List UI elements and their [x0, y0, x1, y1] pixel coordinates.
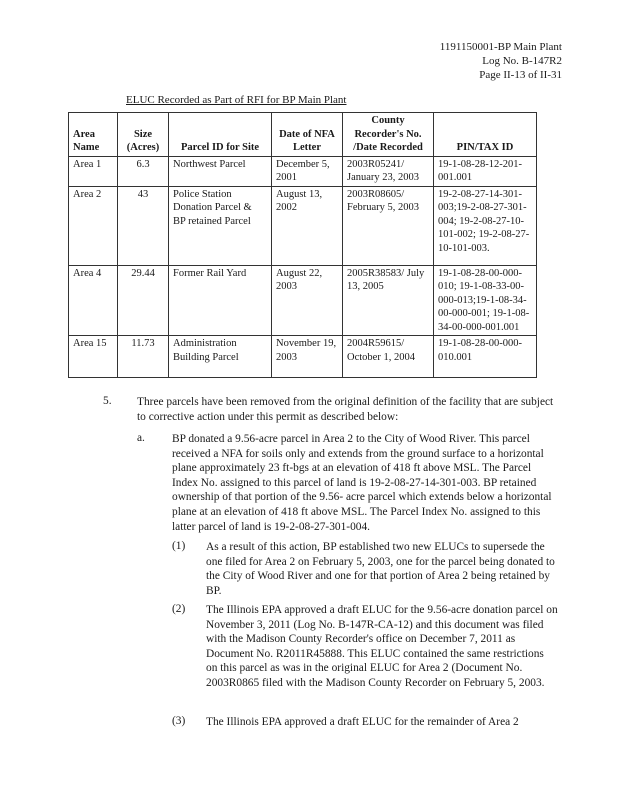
- header-log: Log No. B-147R2: [482, 55, 562, 67]
- cell-parcel: Former Rail Yard: [169, 265, 272, 336]
- item-2-number: (2): [172, 603, 186, 615]
- cell-area: Area 1: [69, 156, 118, 186]
- cell-size: 6.3: [118, 156, 169, 186]
- cell-size: 29.44: [118, 265, 169, 336]
- cell-date: December 5, 2001: [272, 156, 343, 186]
- cell-area: Area 15: [69, 336, 118, 378]
- table-row: [69, 186, 537, 265]
- cell-county: 2003R05241/ January 23, 2003: [343, 156, 434, 186]
- item-3-number: (3): [172, 715, 186, 727]
- cell-parcel: Northwest Parcel: [169, 156, 272, 186]
- table-row: [69, 156, 537, 186]
- item-2-text: The Illinois EPA approved a draft ELUC for the 9.56-acre donation parcel on November 3, 2011 (Log No. B-147R-CA-12) and this document was filed with the Madison County Recorder's office on December 7, 2011 as Document No. R2011R45888. This ELUC contained the same restrictions on this parcel as was in the original ELUC for Area 2 (Document No. 2003R0865 filed with the Madison County Recorder on February 5, 2003.: [206, 604, 558, 689]
- col-area: Area Name: [69, 113, 118, 157]
- col-size: Size (Acres): [118, 113, 169, 157]
- header-id: 1191150001-BP Main Plant: [439, 41, 562, 53]
- item-5-number: 5.: [103, 395, 112, 407]
- cell-county: 2003R08605/ February 5, 2003: [343, 186, 434, 265]
- cell-pin: 19-1-08-28-12-201-001.001: [434, 156, 537, 186]
- cell-date: August 13, 2002: [272, 186, 343, 265]
- cell-date: August 22, 2003: [272, 265, 343, 336]
- item-3-text: The Illinois EPA approved a draft ELUC for the remainder of Area 2: [206, 716, 519, 728]
- cell-parcel: Police Station Donation Parcel & BP retained Parcel: [169, 186, 272, 265]
- item-a-text: BP donated a 9.56-acre parcel in Area 2 to the City of Wood River. This parcel received a NFA for soils only and extends from the ground surface to a horizontal plane approximately 23 ft-bgs at an elevation of 418 ft above MSL. The Parcel Index No. assigned to this parcel of land is 19-2-08-27-14-301-003. BP retained ownership of that portion of the 9.56- acre parcel which extends below a horizontal plane at an elevation of 418 ft above MSL. The Parcel Index No. assigned to this latter parcel of land is 19-2-08-27-301-004.: [172, 433, 552, 533]
- item-1-number: (1): [172, 540, 186, 552]
- cell-parcel: Administration Building Parcel: [169, 336, 272, 378]
- table-row: [69, 265, 537, 336]
- item-5-text: Three parcels have been removed from the original definition of the facility that are subject to corrective action under this permit as described below:: [137, 396, 554, 423]
- header-page: Page II-13 of II-31: [479, 69, 562, 81]
- col-date: Date of NFA Letter: [272, 113, 343, 157]
- cell-county: 2005R38583/ July 13, 2005: [343, 265, 434, 336]
- cell-pin: 19-2-08-27-14-301-003;19-2-08-27-301-004; 19-2-08-27-10-101-002; 19-2-08-27-10-101-003.: [434, 186, 537, 265]
- page-header: [440, 40, 562, 82]
- cell-county: 2004R59615/ October 1, 2004: [343, 336, 434, 378]
- item-a-number: a.: [137, 432, 145, 444]
- col-parcel: Parcel ID for Site: [169, 113, 272, 157]
- table-row: [69, 336, 537, 378]
- item-1-text: As a result of this action, BP established two new ELUCs to supersede the one filed for Area 2 on February 5, 2003, one for the parcel being donated to the City of Wood River and one for that portion of Area 2 being retained by BP.: [206, 541, 555, 597]
- table-caption: ELUC Recorded as Part of RFI for BP Main Plant: [126, 94, 347, 106]
- col-pin: PIN/TAX ID: [434, 113, 537, 157]
- cell-pin: 19-1-08-28-00-000-010.001: [434, 336, 537, 378]
- eluc-table: [68, 112, 537, 378]
- col-county: County Recorder's No. /Date Recorded: [343, 113, 434, 157]
- cell-area: Area 4: [69, 265, 118, 336]
- cell-size: 43: [118, 186, 169, 265]
- cell-pin: 19-1-08-28-00-000-010; 19-1-08-33-00-000-013;19-1-08-34-00-000-001; 19-1-08-34-00-000-001.001: [434, 265, 537, 336]
- cell-date: November 19, 2003: [272, 336, 343, 378]
- table-header-row: [69, 113, 537, 157]
- cell-area: Area 2: [69, 186, 118, 265]
- cell-size: 11.73: [118, 336, 169, 378]
